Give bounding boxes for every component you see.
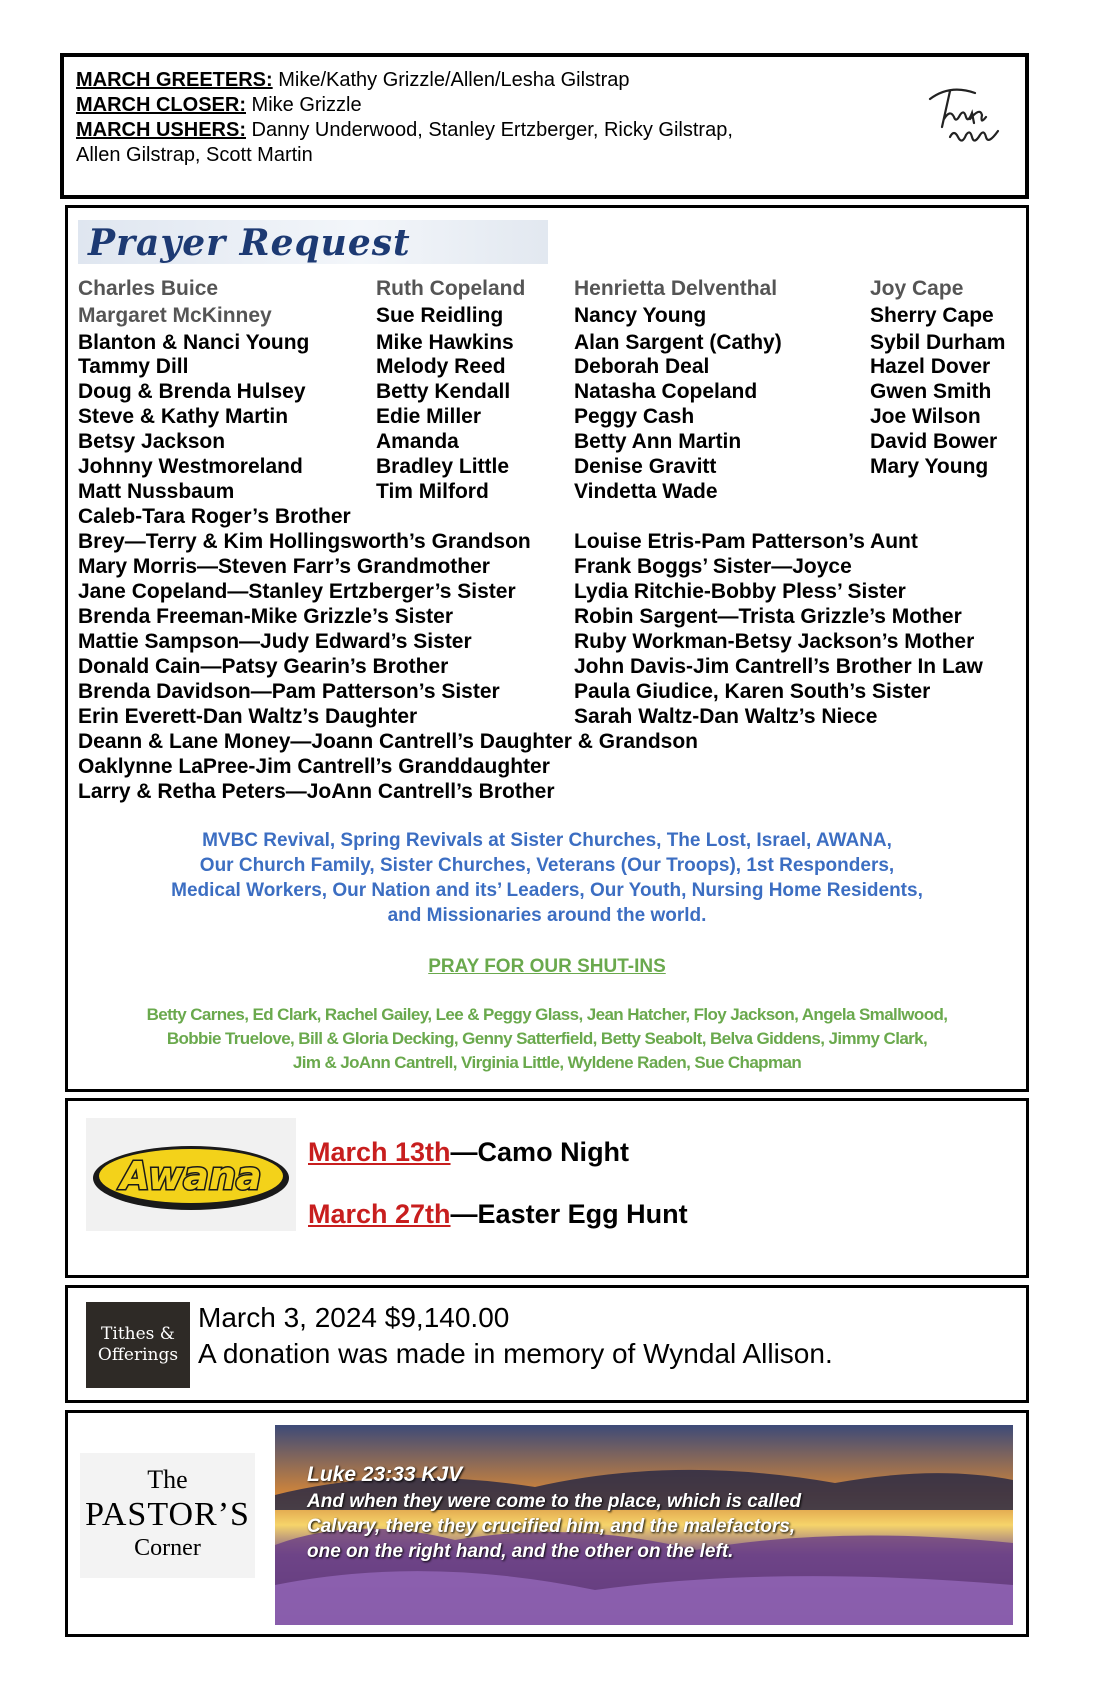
prayer-name: Hazel Dover [870,355,991,378]
prayer-name: Tim Milford [376,480,489,503]
event-title: —Camo Night [450,1137,630,1167]
general-prayer-line: Our Church Family, Sister Churches, Veterans (Our Troops), 1st Responders, [199,855,895,876]
awana-event [308,1137,629,1168]
prayer-name: Joe Wilson [870,405,981,428]
awana-logo [86,1118,296,1231]
prayer-name: Betty Ann Martin [574,430,742,453]
family-request: Louise Etris-Pam Patterson’s Aunt [574,530,918,553]
prayer-name: Ruth Copeland [376,277,526,300]
family-request: Sarah Waltz-Dan Waltz’s Niece [574,705,878,728]
prayer-name: Mike Hawkins [376,331,514,354]
prayer-name: David Bower [870,430,998,453]
general-prayer-line: MVBC Revival, Spring Revivals at Sister Churches, The Lost, Israel, AWANA, [202,830,892,851]
family-request: Paula Giudice, Karen South’s Sister [574,680,931,703]
shutins-line: Jim & JoAnn Cantrell, Virginia Little, Wyldene Raden, Sue Chapman [292,1053,802,1072]
event-date: March 27th [308,1199,451,1229]
prayer-name: Sherry Cape [870,304,994,327]
prayer-request-title: Prayer Request [88,222,411,264]
family-request: Brenda Davidson—Pam Patterson’s Sister [78,680,500,703]
awana-logo-text: Awana [120,1154,262,1198]
memorial-donation: A donation was made in memory of Wyndal Allison. [198,1338,833,1369]
tithes-logo-line: Tithes & [101,1324,175,1344]
family-request: Donald Cain—Patsy Gearin’s Brother [78,655,449,678]
family-request: Brey—Terry & Kim Hollingsworth’s Grandson [78,530,531,553]
tithes-offerings-logo [86,1302,190,1388]
family-request: John Davis-Jim Cantrell’s Brother In Law [574,655,983,678]
closer-value: Mike Grizzle [246,94,362,116]
family-request: Larry & Retha Peters—JoAnn Cantrell’s Brother [78,780,555,803]
prayer-name: Henrietta Delventhal [574,277,778,300]
prayer-name: Melody Reed [376,355,506,378]
prayer-name: Tammy Dill [78,355,189,378]
event-date: March 13th [308,1137,451,1167]
prayer-name: Blanton & Nanci Young [78,331,310,354]
prayer-name: Gwen Smith [870,380,992,403]
prayer-name: Doug & Brenda Hulsey [78,380,306,403]
prayer-name: Bradley Little [376,455,510,478]
tithes-section [65,1285,1029,1403]
prayer-name: Caleb-Tara Roger’s Brother [78,505,351,528]
prayer-name: Deborah Deal [574,355,710,378]
prayer-name: Margaret McKinney [78,304,272,327]
awana-section [65,1098,1029,1278]
prayer-name: Peggy Cash [574,405,695,428]
verse-line: And when they were come to the place, which is called [307,1491,802,1512]
prayer-name: Betty Kendall [376,380,511,403]
pastors-corner-section [65,1410,1029,1637]
prayer-name: Steve & Kathy Martin [78,405,289,428]
prayer-name: Matt Nussbaum [78,480,235,503]
family-request: Ruby Workman-Betsy Jackson’s Mother [574,630,975,653]
greeters-line [76,68,629,93]
prayer-name: Amanda [376,430,459,453]
family-request: Frank Boggs’ Sister—Joyce [574,555,852,578]
pastors-corner-logo [80,1453,255,1578]
general-prayer-line: Medical Workers, Our Nation and its’ Leaders, Our Youth, Nursing Home Residents, [171,880,923,901]
ushers-label: MARCH USHERS: [76,119,246,141]
greeters-section [60,53,1029,199]
prayer-name: Johnny Westmoreland [78,455,303,478]
prayer-name: Mary Young [870,455,989,478]
prayer-name: Natasha Copeland [574,380,758,403]
prayer-name: Nancy Young [574,304,707,327]
family-request: Deann & Lane Money—Joann Cantrell’s Daughter & Grandson [78,730,698,753]
prayer-name: Sue Reidling [376,304,504,327]
verse-line: Calvary, there they crucified him, and the malefactors, [307,1516,796,1537]
thank-you-icon [920,79,1005,154]
prayer-request-banner [78,220,548,264]
awana-event [308,1199,688,1230]
offering-amount: March 3, 2024 $9,140.00 [198,1302,510,1333]
prayer-name: Charles Buice [78,277,219,300]
prayer-request-section [65,205,1029,1092]
shutins-title: PRAY FOR OUR SHUT-INS [428,956,666,977]
family-request: Mattie Sampson—Judy Edward’s Sister [78,630,472,653]
pastor-logo-the: The [147,1465,188,1494]
ushers-value: Danny Underwood, Stanley Ertzberger, Ricky Gilstrap, [246,119,733,141]
greeters-label: MARCH GREETERS: [76,69,273,91]
prayer-name: Joy Cape [870,277,964,300]
prayer-name: Vindetta Wade [574,480,718,503]
prayer-name: Sybil Durham [870,331,1006,354]
prayer-name: Betsy Jackson [78,430,226,453]
pastor-logo-corner: Corner [134,1535,201,1561]
closer-label: MARCH CLOSER: [76,94,246,116]
pastor-logo-pastors: PASTOR’S [85,1496,250,1533]
family-request: Lydia Ritchie-Bobby Pless’ Sister [574,580,906,603]
family-request: Oaklynne LaPree-Jim Cantrell’s Granddaughter [78,755,550,778]
verse-line: one on the right hand, and the other on the left. [307,1541,734,1562]
scripture-image [275,1425,1013,1625]
family-request: Jane Copeland—Stanley Ertzberger’s Sister [78,580,516,603]
tithes-logo-line: Offerings [97,1345,179,1365]
ushers-line [76,118,733,143]
family-request: Erin Everett-Dan Waltz’s Daughter [78,705,418,728]
event-title: —Easter Egg Hunt [450,1199,688,1229]
ushers-line-2: Allen Gilstrap, Scott Martin [76,144,313,166]
verse-reference: Luke 23:33 KJV [307,1463,463,1486]
greeters-value: Mike/Kathy Grizzle/Allen/Lesha Gilstrap [272,69,630,91]
prayer-name: Alan Sargent (Cathy) [574,331,782,354]
prayer-name: Edie Miller [376,405,482,428]
shutins-line: Betty Carnes, Ed Clark, Rachel Gailey, Lee & Peggy Glass, Jean Hatcher, Floy Jackson, Angela Smallwood, [146,1005,948,1024]
shutins-line: Bobbie Truelove, Bill & Gloria Decking, Genny Satterfield, Betty Seabolt, Belva Giddens, Jimmy Clark, [166,1029,928,1048]
general-prayer-line: and Missionaries around the world. [387,905,707,926]
prayer-name: Denise Gravitt [574,455,717,478]
family-request: Mary Morris—Steven Farr’s Grandmother [78,555,490,578]
family-request: Robin Sargent—Trista Grizzle’s Mother [574,605,962,628]
closer-line [76,93,362,118]
family-request: Brenda Freeman-Mike Grizzle’s Sister [78,605,454,628]
